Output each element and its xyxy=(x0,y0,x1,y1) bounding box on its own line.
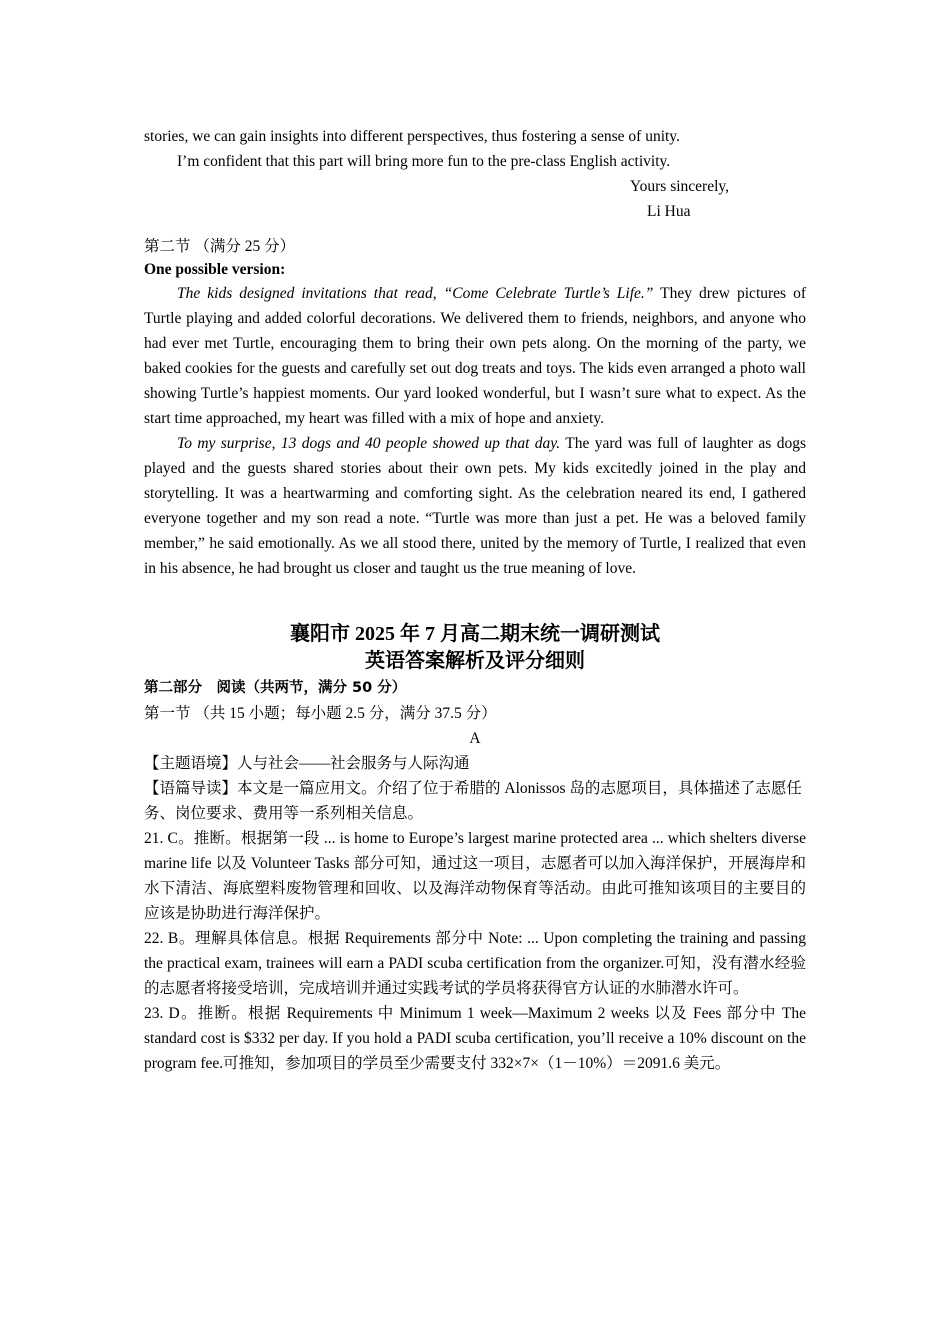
document-page xyxy=(144,124,806,1076)
answer-21: 21. C。推断。根据第一段 ... is home to Europe’s largest marine protected area ... which shelters diverse marine life 以及 Volunteer Tasks 部分可知，通过这一项目，志愿者可以加入海洋保护，开展海岸和水下清洁、海底塑料废物管理和回收、以及海洋动物保育等活动。由此可推知该项目的主要目的应该是协助进行海洋保护。 xyxy=(144,830,806,922)
passage-letter: A xyxy=(469,730,481,747)
theme-line: 【主题语境】人与社会——社会服务与人际沟通 xyxy=(144,755,470,772)
part-heading: 第二部分 阅读（共两节，满分 50 分） xyxy=(144,680,407,696)
answer-key-subtitle: 英语答案解析及评分细则 xyxy=(365,650,585,672)
guide-paragraph: 【语篇导读】本文是一篇应用文。介绍了位于希腊的 Alonissos 岛的志愿项目，具体描述了志愿任务、岗位要求、费用等一系列相关信息。 xyxy=(144,780,802,822)
story-paragraph-2-body: The yard was full of laughter as dogs played and the guests shared stories about their own pets. My kids excitedly joined in the play and storytelling. It was a heartwarming and comforting sight. As the celebration neared its end, I gathered everyone together and my son read a note. “Turtle was more than just a pet. He was a beloved family member,” he said emotionally. As we all stood there, united by the memory of Turtle, I realized that even in his absence, he had brought us closer and taught us the true meaning of love. xyxy=(144,435,806,577)
answer-key-title: 襄阳市 2025 年 7 月高二期末统一调研测试 xyxy=(290,623,660,645)
letter-tail-line: stories, we can gain insights into different perspectives, thus fostering a sense of unity. xyxy=(144,128,680,145)
story-paragraph-1-lead: The kids designed invitations that read, “Come Celebrate Turtle’s Life.” xyxy=(177,285,654,302)
answer-23: 23. D。推断。根据 Requirements 中 Minimum 1 week—Maximum 2 weeks 以及 Fees 部分中 The standard cost is $332 per day. If you hold a PADI scuba certification, you’ll receive a 10% discount on the program fee.可推知，参加项目的学员至少需要支付 332×7×（1－10%）＝2091.6 美元。 xyxy=(144,1005,806,1072)
section-heading: 第一节 （共 15 小题；每小题 2.5 分，满分 37.5 分） xyxy=(144,705,497,722)
letter-confidence-line: I’m confident that this part will bring more fun to the pre-class English activity. xyxy=(177,153,671,170)
story-paragraph-1 xyxy=(144,281,806,431)
answer-22: 22. B。理解具体信息。根据 Requirements 部分中 Note: ... Upon completing the training and passing the practical exam, trainees will earn a PADI scuba certification from the organizer.可知，没有潜水经验的志愿者将接受培训，完成培训并通过实践考试的学员将获得官方认证的水肺潜水许可。 xyxy=(144,930,806,997)
version-label: One possible version: xyxy=(144,261,286,278)
letter-signature: Li Hua xyxy=(647,203,691,220)
section2-heading: 第二节 （满分 25 分） xyxy=(144,238,296,255)
story-paragraph-2 xyxy=(144,431,806,581)
letter-closing: Yours sincerely, xyxy=(630,178,730,195)
story-paragraph-2-lead: To my surprise, 13 dogs and 40 people showed up that day. xyxy=(177,435,561,452)
story-paragraph-1-body: They drew pictures of Turtle playing and added colorful decorations. We delivered them to friends, neighbors, and anyone who had ever met Turtle, encouraging them to bring their own pets along. On the morning of the party, we baked cookies for the guests and carefully set out dog treats and toys. The kids even arranged a photo wall showing Turtle’s happiest moments. Our yard looked wonderful, but I wasn’t sure what to expect. As the start time approached, my heart was filled with a mix of hope and anxiety. xyxy=(144,285,806,427)
